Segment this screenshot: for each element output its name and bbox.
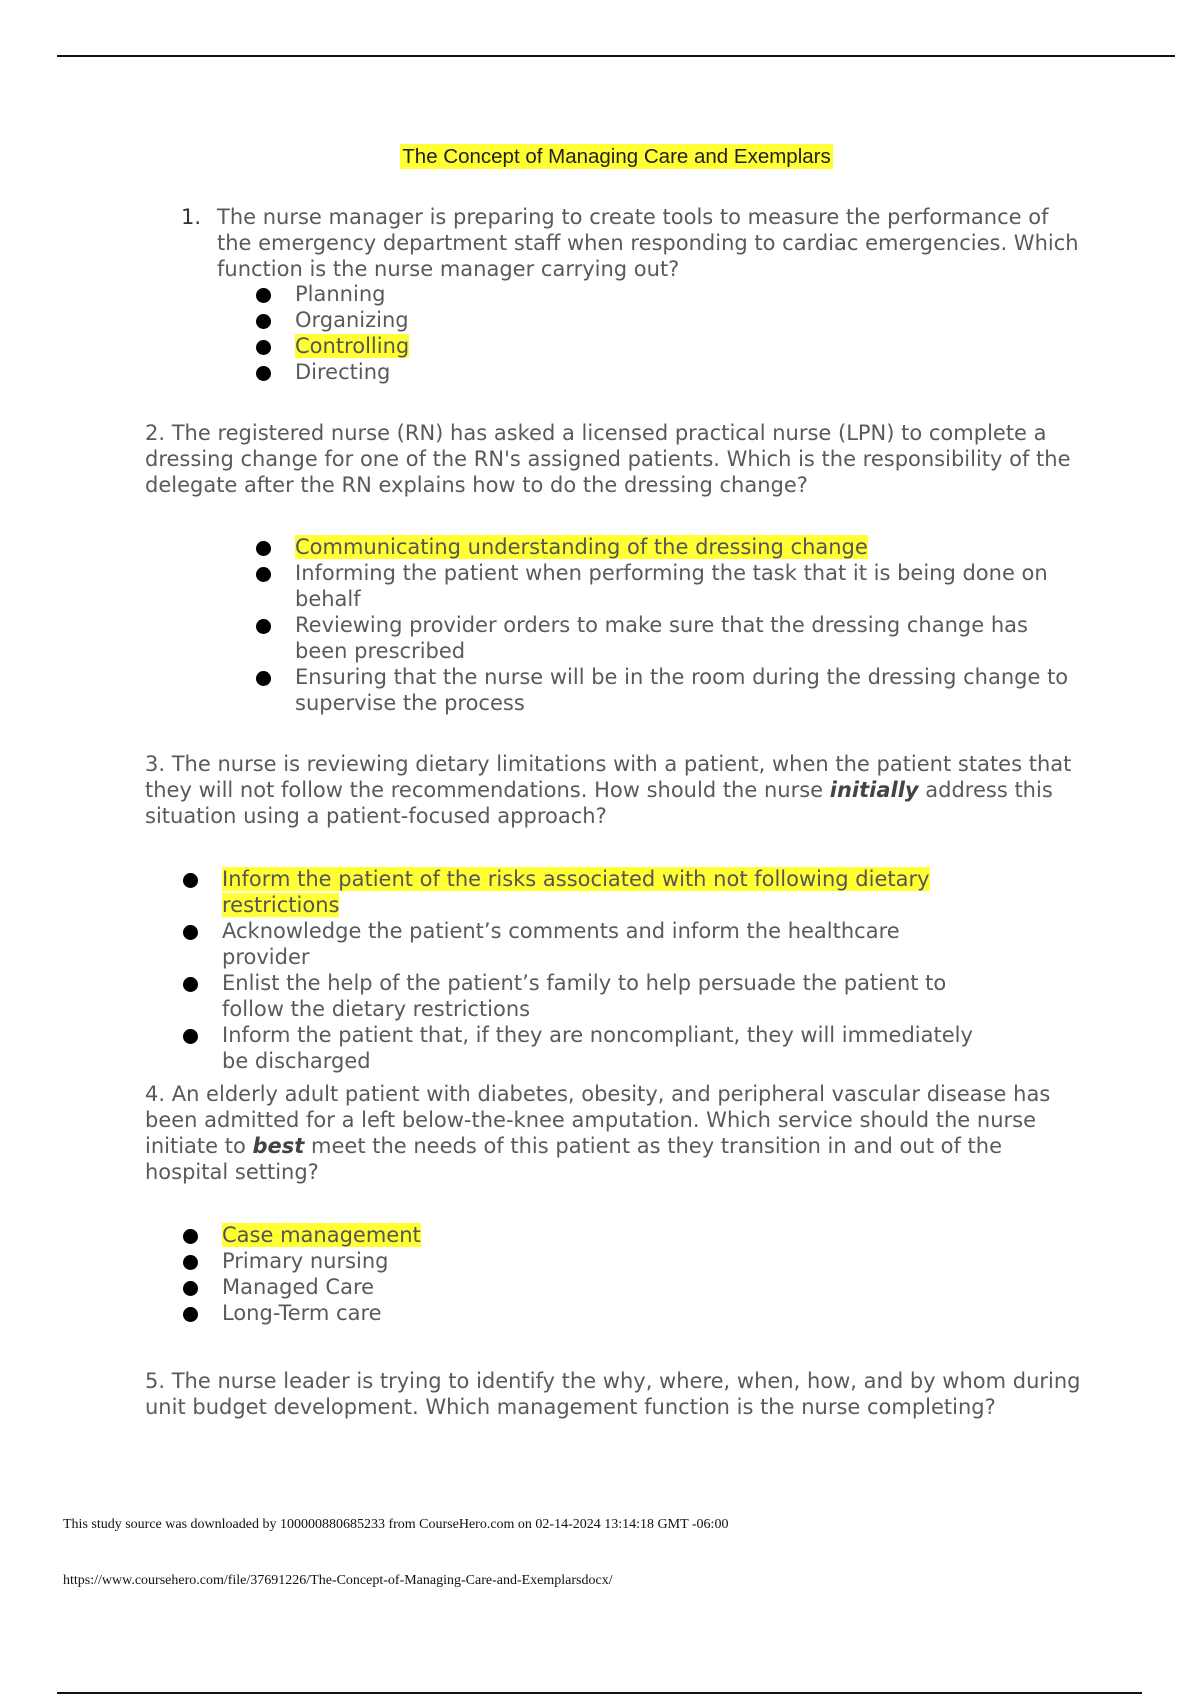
- bullet-icon: [183, 1281, 198, 1296]
- option-text: Directing: [295, 360, 391, 384]
- list-item: [183, 1222, 983, 1248]
- bullet-icon: [256, 314, 271, 329]
- list-item: [256, 560, 1086, 612]
- source-url-link[interactable]: https://www.coursehero.com/file/37691226/The-Concept-of-Managing-Care-and-Exemplarsdocx/: [63, 1573, 613, 1588]
- bullet-icon: [183, 1029, 198, 1044]
- list-item: [256, 333, 1086, 359]
- bullet-icon: [256, 619, 271, 634]
- highlighted-answer: Controlling: [295, 334, 410, 358]
- question-2-text: 2. The registered nurse (RN) has asked a licensed practical nurse (LPN) to complete a dressing change for one of the RN's assigned patients. Which is the responsibility of the delegate after the RN explains how to do the dressing change?: [145, 421, 1071, 497]
- option-text: Long-Term care: [222, 1301, 382, 1325]
- bullet-icon: [256, 541, 271, 556]
- highlighted-answer: Case management: [222, 1223, 421, 1247]
- list-item: [256, 534, 1086, 560]
- option-text: Acknowledge the patient’s comments and inform the healthcare provider: [222, 919, 900, 969]
- bullet-icon: [256, 340, 271, 355]
- option-text: Organizing: [295, 308, 409, 332]
- option-text: Informing the patient when performing the task that it is being done on behalf: [295, 561, 1048, 611]
- highlighted-answer: Communicating understanding of the dressing change: [295, 535, 868, 559]
- bullet-icon: [183, 1229, 198, 1244]
- bullet-icon: [183, 873, 198, 888]
- list-item: [183, 1022, 983, 1074]
- question-2-options: [256, 534, 1086, 716]
- bullet-icon: [183, 1255, 198, 1270]
- question-4-options: [183, 1222, 983, 1326]
- emphasis-text: initially: [829, 778, 919, 802]
- bullet-icon: [183, 925, 198, 940]
- question-3-options: [183, 866, 983, 1074]
- list-item: [256, 359, 1086, 385]
- list-item: [256, 664, 1086, 716]
- option-text: Primary nursing: [222, 1249, 389, 1273]
- document-header: [0, 145, 1200, 169]
- bullet-icon: [256, 366, 271, 381]
- emphasis-text: best: [252, 1134, 305, 1158]
- question-1-options: [256, 281, 1086, 385]
- question-1-number: 1.: [181, 205, 202, 229]
- bullet-icon: [183, 1307, 198, 1322]
- question-3-text: 3. The nurse is reviewing dietary limitations with a patient, when the patient states that they will not follow the recommendations. How should the nurse initially address this situation using a patient-focused approach?: [145, 752, 1072, 828]
- option-text: Reviewing provider orders to make sure that the dressing change has been prescribed: [295, 613, 1028, 663]
- bottom-rule: [57, 1692, 1142, 1694]
- option-text: Inform the patient that, if they are noncompliant, they will immediately be discharged: [222, 1023, 973, 1073]
- list-item: [183, 918, 983, 970]
- question-4-text: 4. An elderly adult patient with diabetes, obesity, and peripheral vascular disease has been admitted for a left below-the-knee amputation. Which service should the nurse initiate to best meet the needs of this patient as they transition in and out of the hospital setting?: [145, 1082, 1051, 1184]
- list-item: [183, 1248, 983, 1274]
- list-item: [183, 1300, 983, 1326]
- top-rule: [57, 55, 1175, 57]
- document-title: The Concept of Managing Care and Exemplars: [402, 145, 831, 168]
- list-item: [256, 281, 1086, 307]
- list-item: [183, 1274, 983, 1300]
- list-item: [183, 866, 983, 918]
- bullet-icon: [256, 671, 271, 686]
- list-item: [256, 307, 1086, 333]
- download-note: This study source was downloaded by 100000880685233 from CourseHero.com on 02-14-2024 13:14:18 GMT -06:00: [63, 1517, 729, 1532]
- bullet-icon: [256, 288, 271, 303]
- list-item: [256, 612, 1086, 664]
- bullet-icon: [183, 977, 198, 992]
- option-text: Managed Care: [222, 1275, 375, 1299]
- option-text: Enlist the help of the patient’s family to help persuade the patient to follow the dietary restrictions: [222, 971, 947, 1021]
- option-text: Ensuring that the nurse will be in the room during the dressing change to supervise the process: [295, 665, 1069, 715]
- list-item: [183, 970, 983, 1022]
- question-1-text: The nurse manager is preparing to create tools to measure the performance of the emergency department staff when responding to cardiac emergencies. Which function is the nurse manager carrying out?: [217, 205, 1079, 281]
- bullet-icon: [256, 567, 271, 582]
- highlighted-answer: Inform the patient of the risks associated with not following dietary restrictions: [222, 867, 930, 917]
- question-5-text: 5. The nurse leader is trying to identify the why, where, when, how, and by whom during unit budget development. Which management function is the nurse completing?: [145, 1369, 1081, 1419]
- option-text: Planning: [295, 282, 386, 306]
